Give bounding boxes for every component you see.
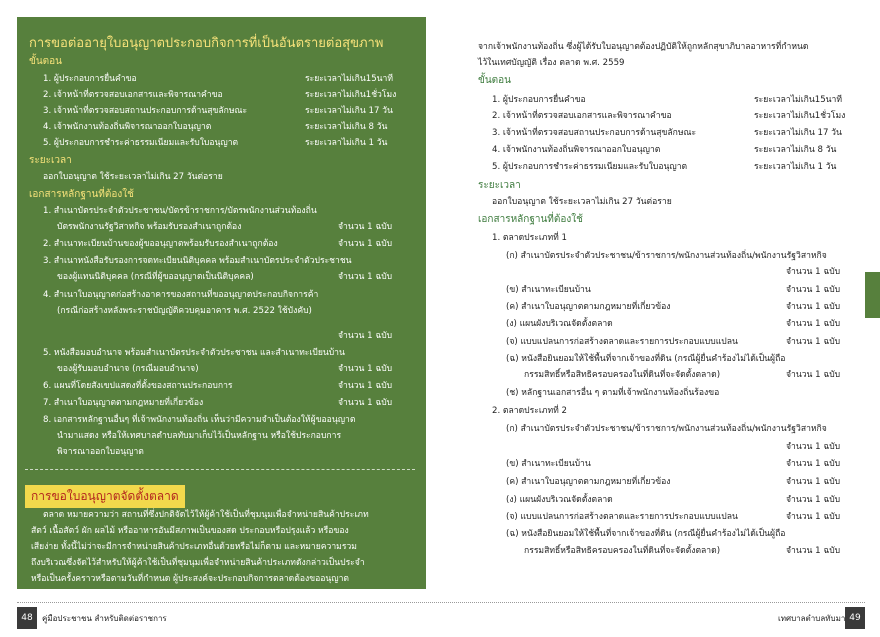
doc-line: นำมาแสดง หรือให้เทศบาลตำบลทับมาเก็บไว้เป็นหลักฐาน หรือใช้ประกอบการ xyxy=(57,431,342,441)
step-text: 1. ผู้ประกอบการยื่นคำขอ xyxy=(43,74,137,84)
step-time: ระยะเวลาไม่เกิน15นาที xyxy=(305,74,394,84)
doc-item: (ง) แผนผังบริเวณจัดตั้งตลาด xyxy=(506,495,613,505)
doc-item: กรรมสิทธิ์หรือสิทธิครอบครองในที่ดินที่จะจัดตั้งตลาด) xyxy=(524,546,721,556)
copy-count: จำนวน 1 ฉบับ xyxy=(786,319,841,329)
copy-count: จำนวน 1 ฉบับ xyxy=(786,267,841,277)
step-time: ระยะเวลาไม่เกิน 17 วัน xyxy=(305,106,393,116)
copy-count: จำนวน 1 ฉบับ xyxy=(338,381,393,391)
doc-line: 7. สำเนาใบอนุญาตตามกฎหมายที่เกี่ยวข้อง xyxy=(43,398,204,408)
copy-count: จำนวน 1 ฉบับ xyxy=(338,364,393,374)
intro-line: จากเจ้าพนักงานท้องถิ่น ซึ่งผู้ได้รับใบอนุญาตต้องปฏิบัติให้ถูกหลักสุขาภิบาลอาหารที่กำหนด xyxy=(478,42,809,52)
duration-text: ออกใบอนุญาต ใช้ระยะเวลาไม่เกิน 27 วันต่อราย xyxy=(43,172,223,182)
step-text: 3. เจ้าหน้าที่ตรวจสอบสถานประกอบการด้านสุขลักษณะ xyxy=(43,106,248,116)
step-text: 3. เจ้าหน้าที่ตรวจสอบสถานประกอบการด้านสุขลักษณะ xyxy=(492,128,697,138)
copy-count: จำนวน 1 ฉบับ xyxy=(338,331,393,341)
doc-line: 8. เอกสารหลักฐานอื่นๆ ที่เจ้าพนักงานท้องถิ่น เห็นว่ามีความจำเป็นต้องให้ผู้ขออนุญาต xyxy=(43,415,356,425)
step-time: ระยะเวลาไม่เกิน15นาที xyxy=(754,95,843,105)
step-text: 1. ผู้ประกอบการยื่นคำขอ xyxy=(492,95,586,105)
step-time: ระยะเวลาไม่เกิน 1 วัน xyxy=(305,138,388,148)
copy-count: จำนวน 1 ฉบับ xyxy=(786,495,841,505)
doc-item: กรรมสิทธิ์หรือสิทธิครอบครองในที่ดินที่จะจัดตั้งตลาด) xyxy=(524,370,721,380)
copy-count: จำนวน 1 ฉบับ xyxy=(786,546,841,556)
doc-item: (ค) สำเนาใบอนุญาตตามกฎหมายที่เกี่ยวข้อง xyxy=(506,477,671,487)
chapter-tab xyxy=(865,272,880,318)
market-para-line: ตลาด หมายความว่า สถานที่ซึ่งปกติจัดไว้ให้ผู้ค้าใช้เป็นที่ชุมนุมเพื่อจำหน่ายสินค้าประเภท xyxy=(43,510,369,520)
step-time: ระยะเวลาไม่เกิน1ชั่วโมง xyxy=(754,111,846,121)
step-text: 4. เจ้าพนักงานท้องถิ่นพิจารณาออกใบอนุญาต xyxy=(43,122,212,132)
step-time: ระยะเวลาไม่เกิน1ชั่วโมง xyxy=(305,90,397,100)
copy-count: จำนวน 1 ฉบับ xyxy=(786,477,841,487)
docs-heading: เอกสารหลักฐานที่ต้องใช้ xyxy=(478,214,583,225)
step-text: 5. ผู้ประกอบการชำระค่าธรรมเนียมและรับใบอนุญาต xyxy=(492,162,688,172)
page-number-left: 48 xyxy=(17,607,37,629)
market-type-2: 2. ตลาดประเภทที่ 2 xyxy=(492,406,568,416)
doc-line: (กรณีก่อสร้างหลังพระราชบัญญัติควบคุมอาคาร พ.ศ. 2522 ใช้บังคับ) xyxy=(57,306,312,316)
doc-line: 1. สำเนาบัตรประจำตัวประชาชน/บัตรข้าราชการ/บัตรพนักงานส่วนท้องถิ่น xyxy=(43,206,317,216)
step-text: 2. เจ้าหน้าที่ตรวจสอบเอกสารและพิจารณาคำขอ xyxy=(492,111,672,121)
doc-item: (ฉ) หนังสือยินยอมให้ใช้พื้นที่จากเจ้าของที่ดิน (กรณีผู้ยื่นคำร้องไม่ได้เป็นผู้ถือ xyxy=(506,529,786,539)
doc-line: บัตรพนักงานรัฐวิสาหกิจ พร้อมรับรองสำเนาถูกต้อง xyxy=(57,222,242,232)
footer-rule xyxy=(17,602,865,603)
doc-item: (ก) สำเนาบัตรประจำตัวประชาชน/ข้าราชการ/พนักงานส่วนท้องถิ่น/พนักงานรัฐวิสาหกิจ xyxy=(506,251,827,261)
doc-line: ของผู้แทนนิติบุคคล (กรณีที่ผู้ขออนุญาตเป็นนิติบุคคล) xyxy=(57,272,254,282)
doc-item: (ช) หลักฐานเอกสารอื่น ๆ ตามที่เจ้าพนักงานท้องถิ่นร้องขอ xyxy=(506,388,720,398)
copy-count: จำนวน 1 ฉบับ xyxy=(338,239,393,249)
doc-item: (จ) แบบแปลนการก่อสร้างตลาดและรายการประกอบแบบแปลน xyxy=(506,337,738,347)
left-green-panel xyxy=(17,17,426,589)
step-text: 4. เจ้าพนักงานท้องถิ่นพิจารณาออกใบอนุญาต xyxy=(492,145,661,155)
market-type-1: 1. ตลาดประเภทที่ 1 xyxy=(492,233,568,243)
copy-count: จำนวน 1 ฉบับ xyxy=(786,459,841,469)
doc-line: 5. หนังสือมอบอำนาจ พร้อมสำเนาบัตรประจำตัวประชาชน และสำเนาทะเบียนบ้าน xyxy=(43,348,345,358)
doc-line: 2. สำเนาทะเบียนบ้านของผู้ขออนุญาตพร้อมรับรองสำเนาถูกต้อง xyxy=(43,239,278,249)
docs-heading: เอกสารหลักฐานที่ต้องใช้ xyxy=(29,189,134,200)
doc-item: (ข) สำเนาทะเบียนบ้าน xyxy=(506,285,591,295)
renewal-title: การขอต่ออายุใบอนุญาตประกอบกิจการที่เป็นอันตรายต่อสุขภาพ xyxy=(29,36,384,51)
doc-item: (ก) สำเนาบัตรประจำตัวประชาชน/ข้าราชการ/พนักงานส่วนท้องถิ่น/พนักงานรัฐวิสาหกิจ xyxy=(506,424,827,434)
steps-heading: ขั้นตอน xyxy=(29,56,63,67)
duration-heading: ระยะเวลา xyxy=(29,155,72,166)
section-divider xyxy=(25,469,415,470)
step-time: ระยะเวลาไม่เกิน 17 วัน xyxy=(754,128,842,138)
intro-line: ไว้ในเทศบัญญัติ เรื่อง ตลาด พ.ศ. 2559 xyxy=(478,58,625,68)
copy-count: จำนวน 1 ฉบับ xyxy=(786,302,841,312)
market-para-line: หรือเป็นครั้งคราวหรือตามวันที่กำหนด ผู้ประสงค์จะประกอบกิจการตลาดต้องขออนุญาต xyxy=(31,574,349,584)
footer-right-text: เทศบาลตำบลทับมา xyxy=(778,614,846,623)
copy-count: จำนวน 1 ฉบับ xyxy=(786,285,841,295)
doc-line: 6. แผนที่โดยสังเขปแสดงที่ตั้งของสถานประกอบการ xyxy=(43,381,233,391)
steps-heading: ขั้นตอน xyxy=(478,75,512,86)
market-license-title: การขอใบอนุญาตจัดตั้งตลาด xyxy=(25,485,185,508)
market-para-line: ถึงบริเวณซึ่งจัดไว้สำหรับให้ผู้ค้าใช้เป็นที่ชุมนุมเพื่อจำหน่ายสินค้าประเภทดังกล่าวเป็นประจำ xyxy=(31,558,365,568)
doc-line: ของผู้รับมอบอำนาจ (กรณีมอบอำนาจ) xyxy=(57,364,199,374)
market-para-line: สัตว์ เนื้อสัตว์ ผัก ผลไม้ หรืออาหารอันมีสภาพเป็นของสด ประกอบหรือปรุงแล้ว หรือของ xyxy=(31,526,349,536)
doc-item: (ฉ) หนังสือยินยอมให้ใช้พื้นที่จากเจ้าของที่ดิน (กรณีผู้ยื่นคำร้องไม่ได้เป็นผู้ถือ xyxy=(506,354,786,364)
doc-line: พิจารณาออกใบอนุญาต xyxy=(57,447,144,457)
duration-text: ออกใบอนุญาต ใช้ระยะเวลาไม่เกิน 27 วันต่อราย xyxy=(492,197,672,207)
step-time: ระยะเวลาไม่เกิน 1 วัน xyxy=(754,162,837,172)
doc-line: 3. สำเนาหนังสือรับรองการจดทะเบียนนิติบุคคล พร้อมสำเนาบัตรประจำตัวประชาชน xyxy=(43,256,352,266)
doc-item: (จ) แบบแปลนการก่อสร้างตลาดและรายการประกอบแบบแปลน xyxy=(506,512,738,522)
copy-count: จำนวน 1 ฉบับ xyxy=(786,370,841,380)
page-number-right: 49 xyxy=(845,607,865,629)
step-text: 2. เจ้าหน้าที่ตรวจสอบเอกสารและพิจารณาคำขอ xyxy=(43,90,223,100)
copy-count: จำนวน 1 ฉบับ xyxy=(338,398,393,408)
copy-count: จำนวน 1 ฉบับ xyxy=(786,442,841,452)
duration-heading: ระยะเวลา xyxy=(478,180,521,191)
doc-item: (ง) แผนผังบริเวณจัดตั้งตลาด xyxy=(506,319,613,329)
market-para-line: เสียง่าย ทั้งนี้ไม่ว่าจะมีการจำหน่ายสินค้าประเภทอื่นด้วยหรือไม่ก็ตาม และหมายความรวม xyxy=(31,542,357,552)
copy-count: จำนวน 1 ฉบับ xyxy=(338,272,393,282)
copy-count: จำนวน 1 ฉบับ xyxy=(786,512,841,522)
step-time: ระยะเวลาไม่เกิน 8 วัน xyxy=(305,122,388,132)
step-text: 5. ผู้ประกอบการชำระค่าธรรมเนียมและรับใบอนุญาต xyxy=(43,138,239,148)
doc-item: (ข) สำเนาทะเบียนบ้าน xyxy=(506,459,591,469)
copy-count: จำนวน 1 ฉบับ xyxy=(338,222,393,232)
step-time: ระยะเวลาไม่เกิน 8 วัน xyxy=(754,145,837,155)
footer-left-text: คู่มือประชาชน สำหรับติดต่อราชการ xyxy=(42,614,167,623)
doc-item: (ค) สำเนาใบอนุญาตตามกฎหมายที่เกี่ยวข้อง xyxy=(506,302,671,312)
copy-count: จำนวน 1 ฉบับ xyxy=(786,337,841,347)
doc-line: 4. สำเนาใบอนุญาตก่อสร้างอาคารของสถานที่ขออนุญาตประกอบกิจการค้า xyxy=(43,290,319,300)
